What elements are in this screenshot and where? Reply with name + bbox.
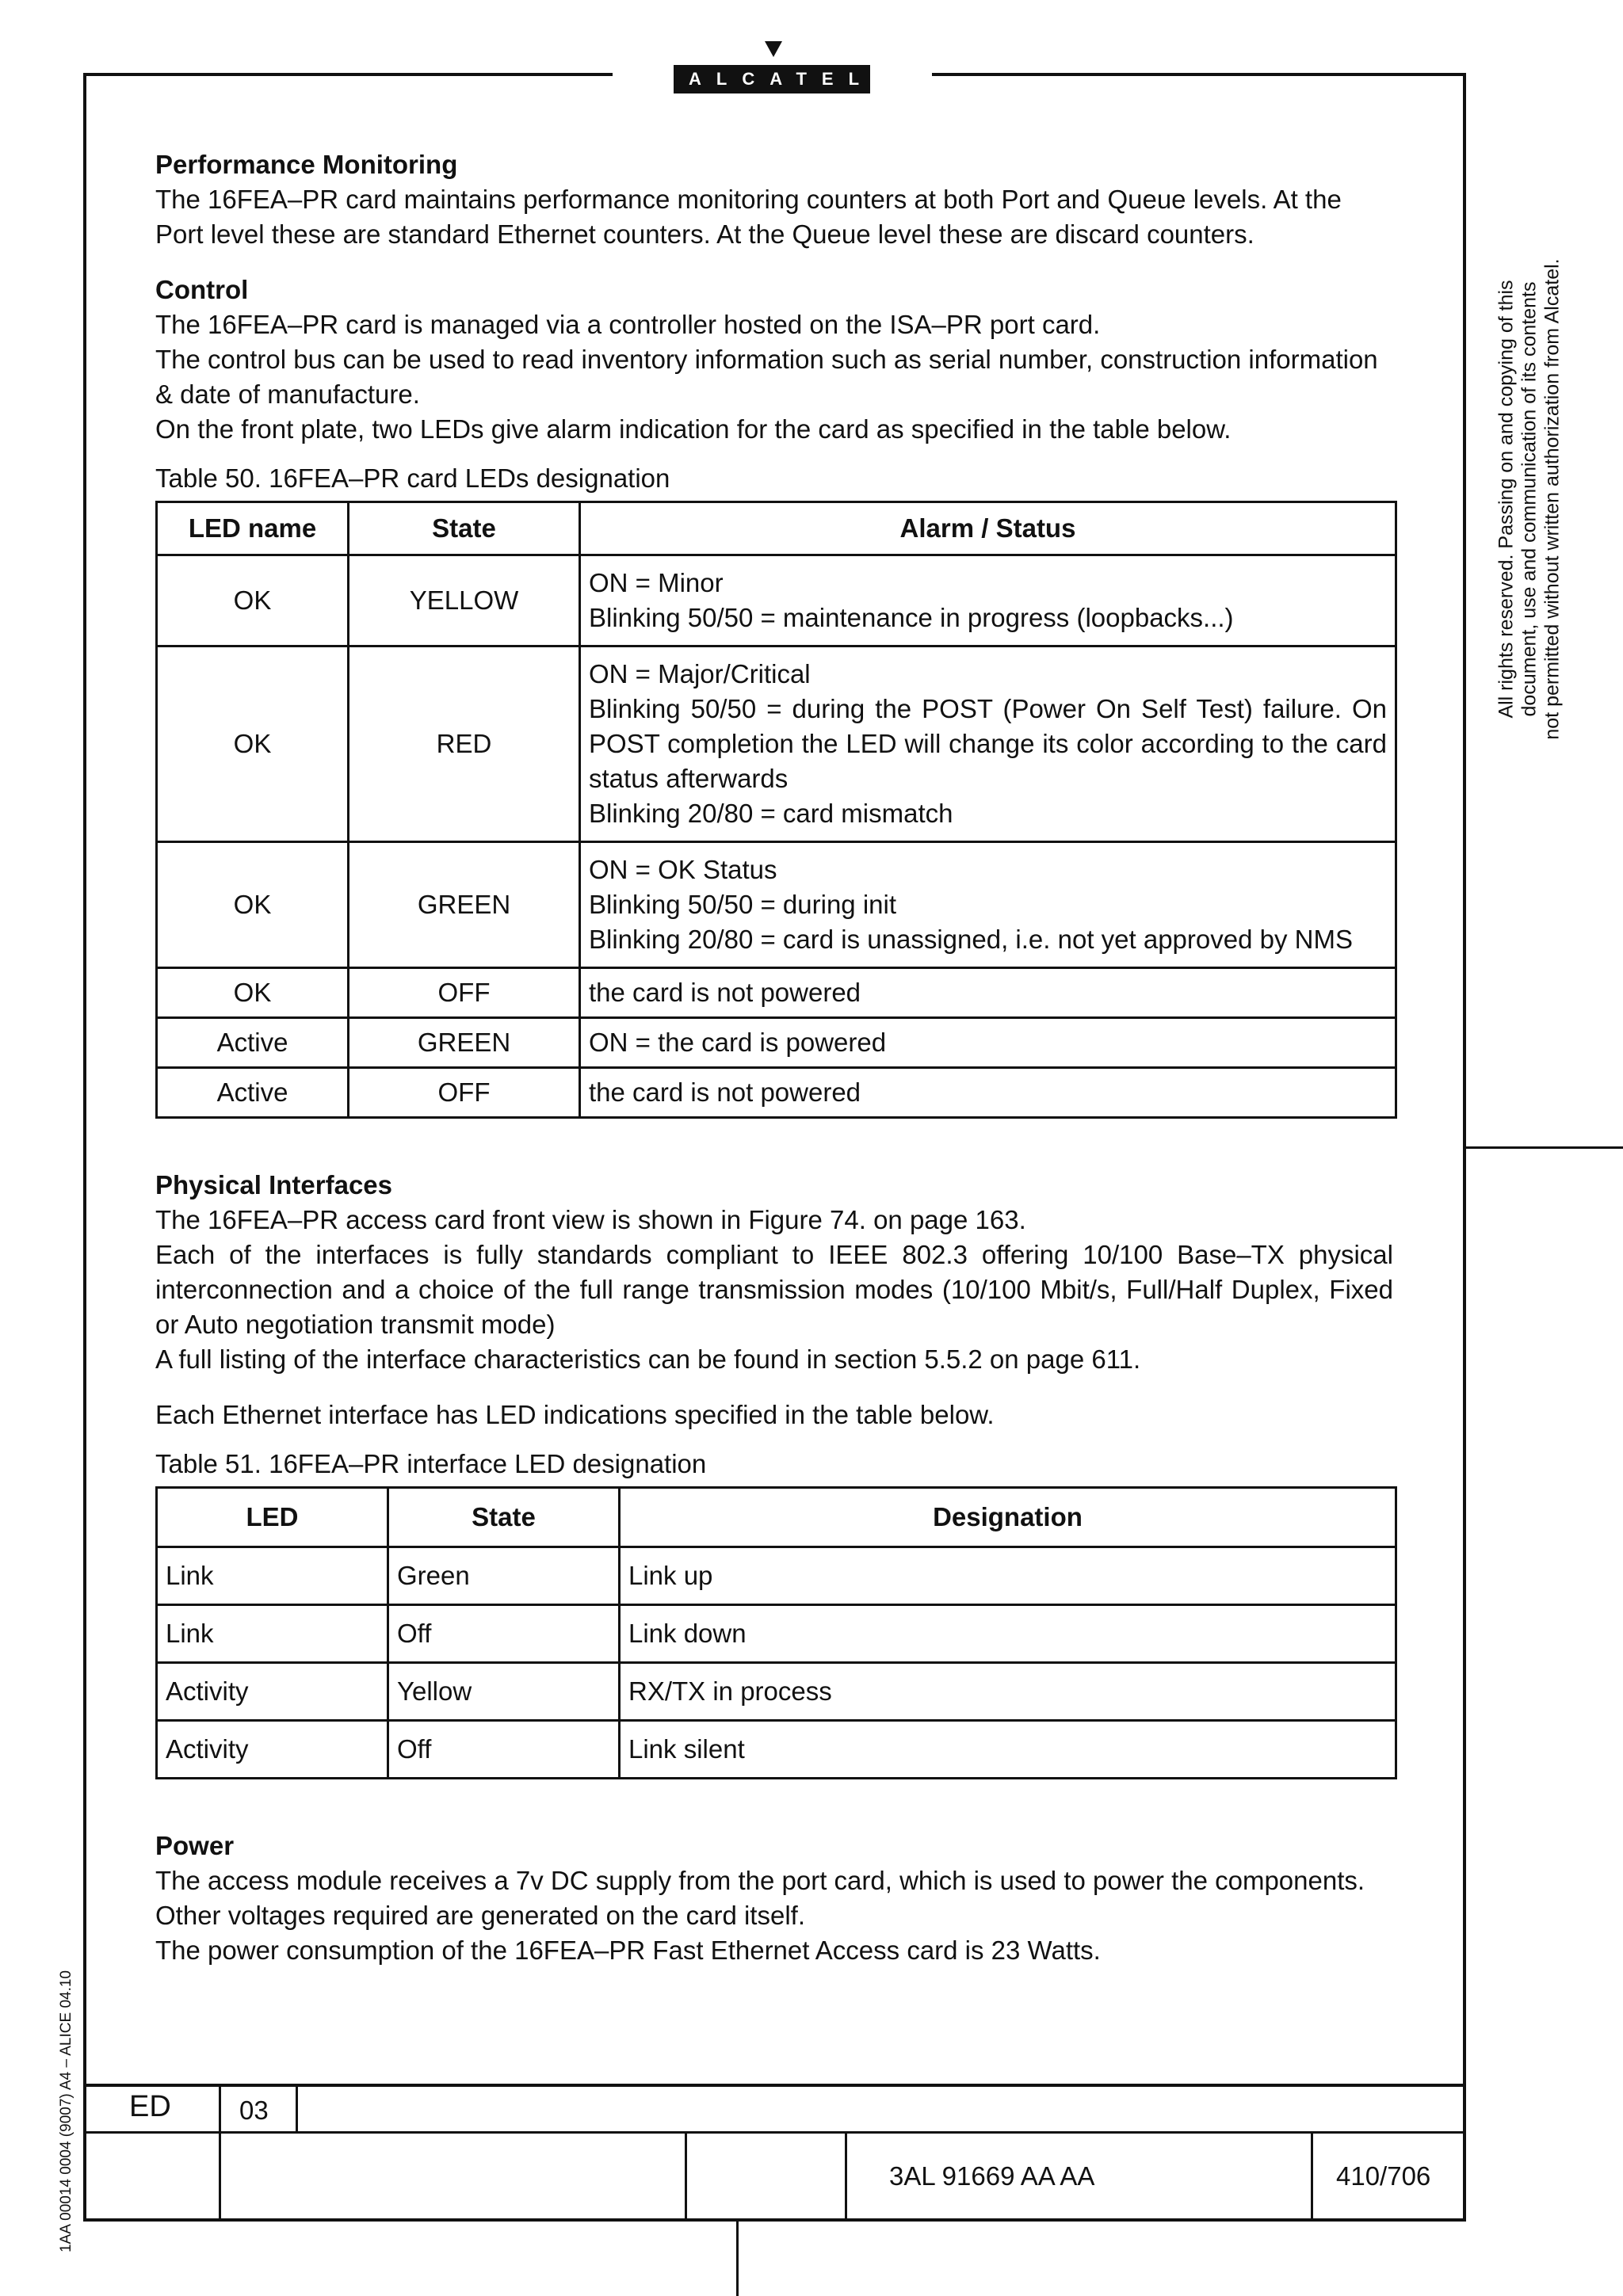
edition-label: ED bbox=[129, 2090, 171, 2123]
table-cell bbox=[580, 842, 1396, 968]
table-cell: the card is not powered bbox=[580, 968, 1396, 1018]
paragraph: On the front plate, two LEDs give alarm indication for the card as specified in the table below. bbox=[155, 414, 1232, 444]
table-cell: OK bbox=[157, 842, 349, 968]
table-cell: Link bbox=[157, 1547, 388, 1605]
table-row bbox=[157, 1068, 1396, 1118]
table-cell: Off bbox=[388, 1721, 620, 1779]
table-cell: OK bbox=[157, 968, 349, 1018]
copyright-notice bbox=[1495, 214, 1564, 784]
section-title: Performance Monitoring bbox=[155, 150, 458, 179]
frame-top-left bbox=[83, 73, 613, 76]
table-row bbox=[157, 555, 1396, 646]
table-cell: OK bbox=[157, 646, 349, 842]
paragraph: Each Ethernet interface has LED indications specified in the table below. bbox=[155, 1400, 995, 1429]
footer-divider bbox=[296, 2084, 298, 2133]
table-cell: GREEN bbox=[349, 842, 580, 968]
footer-divider bbox=[685, 2131, 687, 2220]
column-header: State bbox=[349, 502, 580, 555]
footer-divider bbox=[219, 2084, 221, 2220]
table-cell bbox=[580, 646, 1396, 842]
table-caption: Table 51. 16FEA–PR interface LED designation bbox=[155, 1449, 707, 1478]
paragraph: Other voltages required are generated on the card itself. bbox=[155, 1901, 805, 1930]
table-cell: YELLOW bbox=[349, 555, 580, 646]
table-cell: Link silent bbox=[620, 1721, 1396, 1779]
footer-line-mid bbox=[83, 2131, 1466, 2134]
table-cell: Link bbox=[157, 1605, 388, 1663]
copyright-line: document, use and communication of its contents bbox=[1518, 281, 1541, 717]
table-row bbox=[157, 968, 1396, 1018]
copyright-line: All rights reserved. Passing on and copying of this bbox=[1495, 280, 1518, 719]
paragraph: The 16FEA–PR card maintains performance monitoring counters at both Port and Queue levels. At the Port level these are standard Ethernet counters. At the Queue level these are discard counters. bbox=[155, 185, 1342, 249]
page-number: 410/706 bbox=[1336, 2161, 1431, 2191]
column-header: LED name bbox=[157, 502, 349, 555]
status-line: Blinking 50/50 = during init bbox=[589, 890, 897, 919]
paragraph: A full listing of the interface characteristics can be found in section 5.5.2 on page 611. bbox=[155, 1344, 1141, 1374]
paragraph: The power consumption of the 16FEA–PR Fast Ethernet Access card is 23 Watts. bbox=[155, 1936, 1101, 1965]
table-row bbox=[157, 842, 1396, 968]
column-header: Alarm / Status bbox=[580, 502, 1396, 555]
table-caption: Table 50. 16FEA–PR card LEDs designation bbox=[155, 463, 670, 493]
status-line: Blinking 20/80 = card is unassigned, i.e. not yet approved by NMS bbox=[589, 925, 1353, 954]
alcatel-logo: ALCATEL bbox=[674, 65, 870, 93]
status-line: Blinking 50/50 = during the POST (Power On Self Test) failure. On POST completion the LED will change its color according to the card status afterwards bbox=[589, 694, 1387, 793]
table-cell: RED bbox=[349, 646, 580, 842]
table-cell: Activity bbox=[157, 1663, 388, 1721]
section-control bbox=[155, 273, 1393, 447]
table-cell: Activity bbox=[157, 1721, 388, 1779]
interface-led-table bbox=[155, 1486, 1397, 1779]
footer-divider bbox=[1311, 2131, 1313, 2220]
table-cell: the card is not powered bbox=[580, 1068, 1396, 1118]
paragraph: The 16FEA–PR access card front view is shown in Figure 74. on page 163. bbox=[155, 1205, 1026, 1234]
paragraph: The 16FEA–PR card is managed via a controller hosted on the ISA–PR port card. bbox=[155, 310, 1101, 339]
table-cell bbox=[580, 555, 1396, 646]
table-row bbox=[157, 1605, 1396, 1663]
section-title: Physical Interfaces bbox=[155, 1170, 392, 1199]
table-row bbox=[157, 1018, 1396, 1068]
frame-left bbox=[83, 73, 86, 2222]
table-cell: Off bbox=[388, 1605, 620, 1663]
table-row bbox=[157, 646, 1396, 842]
table-row bbox=[157, 1547, 1396, 1605]
section-title: Control bbox=[155, 275, 249, 304]
paragraph: Each of the interfaces is fully standards compliant to IEEE 802.3 offering 10/100 Base–TX physical interconnection and a choice of the full range transmission modes (10/100 Mbit/s, Full/Half Duplex, Fixed or Auto negotiation transmit mode) bbox=[155, 1240, 1393, 1339]
main-content bbox=[155, 147, 1393, 1968]
table-row bbox=[157, 1663, 1396, 1721]
table-cell: Active bbox=[157, 1068, 349, 1118]
table-row bbox=[157, 1721, 1396, 1779]
section-power bbox=[155, 1829, 1393, 1968]
column-header: Designation bbox=[620, 1488, 1396, 1547]
status-line: Blinking 20/80 = card mismatch bbox=[589, 799, 953, 828]
paragraph: The access module receives a 7v DC supply from the port card, which is used to power the components. bbox=[155, 1866, 1365, 1895]
table-cell: Active bbox=[157, 1018, 349, 1068]
frame-bottom bbox=[83, 2218, 1466, 2222]
bottom-tick bbox=[736, 2222, 739, 2296]
edition-value: 03 bbox=[239, 2096, 269, 2125]
table-cell: Link down bbox=[620, 1605, 1396, 1663]
table-cell: RX/TX in process bbox=[620, 1663, 1396, 1721]
table-cell: Green bbox=[388, 1547, 620, 1605]
led-designation-table bbox=[155, 501, 1397, 1119]
document-number: 3AL 91669 AA AA bbox=[889, 2161, 1095, 2191]
column-header: State bbox=[388, 1488, 620, 1547]
status-line: ON = Minor bbox=[589, 568, 724, 597]
column-header: LED bbox=[157, 1488, 388, 1547]
table-cell: Yellow bbox=[388, 1663, 620, 1721]
section-performance bbox=[155, 147, 1393, 252]
status-line: ON = OK Status bbox=[589, 855, 777, 884]
copyright-line: not permitted without written authorization from Alcatel. bbox=[1541, 258, 1564, 740]
status-line: ON = Major/Critical bbox=[589, 659, 811, 688]
status-line: Blinking 50/50 = maintenance in progress (loopbacks...) bbox=[589, 603, 1234, 632]
logo-arrow-icon bbox=[765, 41, 782, 57]
table-cell: GREEN bbox=[349, 1018, 580, 1068]
table-cell: OK bbox=[157, 555, 349, 646]
table-cell: ON = the card is powered bbox=[580, 1018, 1396, 1068]
paragraph: The control bus can be used to read inventory information such as serial number, construction information & date of manufacture. bbox=[155, 345, 1378, 409]
footer-line-top bbox=[83, 2084, 1466, 2087]
form-reference: 1AA 00014 0004 (9007) A4 – ALICE 04.10 bbox=[58, 1970, 74, 2253]
table-cell: OFF bbox=[349, 1068, 580, 1118]
margin-tick bbox=[1463, 1146, 1623, 1149]
section-title: Power bbox=[155, 1831, 235, 1860]
frame-top-right bbox=[932, 73, 1466, 76]
table-cell: OFF bbox=[349, 968, 580, 1018]
table-cell: Link up bbox=[620, 1547, 1396, 1605]
footer-divider bbox=[845, 2131, 847, 2220]
section-physical-interfaces bbox=[155, 1168, 1393, 1432]
